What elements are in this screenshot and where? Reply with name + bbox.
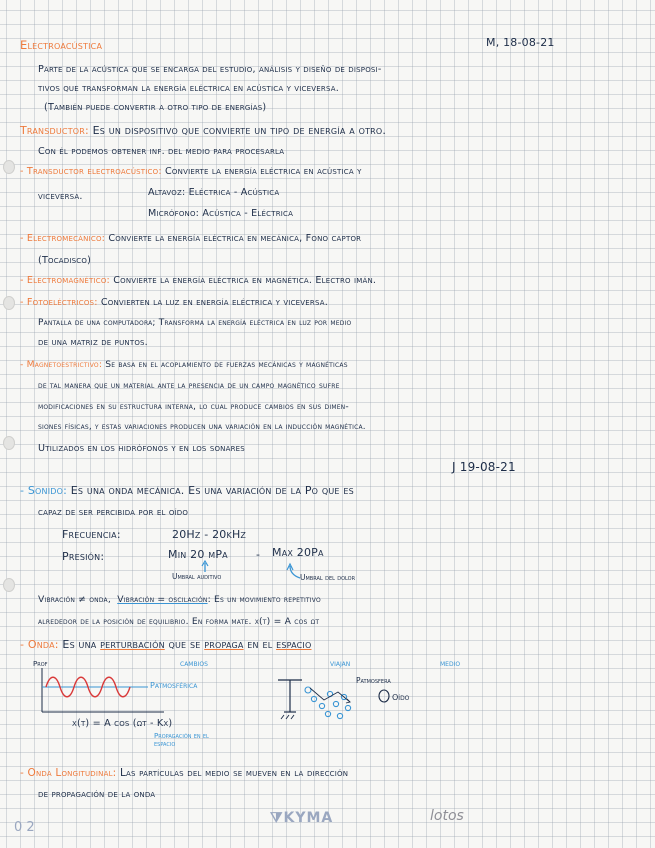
brand-logo: ⧩KYMA <box>270 810 334 826</box>
pressure-min: Min 20 µPa <box>168 548 228 561</box>
text-line: alrededor de la posición de equilibrio. En forma mate. x(t) = A cos ωt <box>38 616 320 627</box>
definition-text: Es un dispositivo que convierte un tipo de energía a otro. <box>88 124 387 137</box>
text-line: de una matriz de puntos. <box>38 337 148 348</box>
threshold-hearing: Umbral auditivo <box>172 572 222 581</box>
definition-line: - Onda: Es una perturbación que se propaga en el espacio <box>20 638 312 651</box>
pressure-wave-graph <box>36 660 186 720</box>
binder-hole <box>3 296 15 310</box>
date-header: J 19-08-21 <box>452 460 516 474</box>
text-line: (También puede convertir a otro tipo de energías) <box>44 102 267 113</box>
text-line: de propagación de la onda <box>38 789 156 800</box>
threshold-pain: Umbral del dolor <box>300 573 356 582</box>
definition-text: Convierte la energía eléctrica en acústica y <box>161 166 362 177</box>
word-espacio: espacio <box>276 638 312 651</box>
term-electromagnetico: - Electromagnético: <box>20 275 110 286</box>
binder-hole <box>3 578 15 592</box>
text-line: (Tocadisco) <box>38 255 92 266</box>
text-line: de tal manera que un material ante la presencia de un campo magnético sufre <box>38 380 340 391</box>
page-number: 0 2 <box>14 820 35 835</box>
definition-line <box>20 484 354 497</box>
note-cambios: cambios <box>180 659 208 668</box>
text-line: Micrófono: Acústica - Eléctrica <box>148 208 294 219</box>
term-sonido: - Sonido: <box>20 484 68 497</box>
page-title: Electroacústica <box>20 38 103 52</box>
note-propagation-space: Propagación en el espacio <box>154 732 209 748</box>
term-transductor: Transductor: <box>20 124 89 137</box>
definition-line <box>20 124 386 137</box>
definition-text: Convierte la energía eléctrica en mecánica, Fono captor <box>105 233 362 244</box>
definition-text: Las partículas del medio se mueven en la dirección <box>116 767 349 779</box>
term-onda: - Onda: <box>20 638 59 651</box>
word-propaga: propaga <box>204 638 244 651</box>
binder-hole <box>3 436 15 450</box>
definition-line <box>20 297 328 308</box>
vibration-oscillation: Vibración = oscilación <box>117 594 208 605</box>
term-electromecanico: - Electromecánico: <box>20 233 106 244</box>
text-line: capaz de ser percibida por el oído <box>38 507 189 518</box>
date-header: M, 18-08-21 <box>486 36 555 49</box>
term-onda-longitudinal: - Onda Longitudinal: <box>20 767 117 779</box>
definition-line <box>20 767 348 779</box>
pressure-max: Max 20Pa <box>272 546 324 559</box>
term-electroacustico: - Transductor electroacústico: <box>20 166 162 177</box>
note-medio: medio <box>440 659 461 668</box>
note-viajan: viajan <box>330 659 351 668</box>
text-line: Pantalla de una computadora; Transforma la energía eléctrica en luz por medio <box>38 318 352 328</box>
text-line: siones físicas, y estas variaciones producen una variación en la inducción magnética. <box>38 422 366 432</box>
word-perturbacion: perturbación <box>100 638 165 651</box>
vibration-line: Vibración ≠ onda, Vibración = oscilación: Es un movimiento repetitivo <box>38 594 321 605</box>
handwritten-note: lotos <box>430 808 464 824</box>
definition-line <box>20 359 348 370</box>
pressure-dash: - <box>256 548 261 561</box>
text-line: Utilizados en los hidrófonos y en los sonares <box>38 443 245 454</box>
term-fotoelectricos: - Fotoeléctricos: <box>20 297 98 308</box>
definition-line <box>20 166 362 177</box>
text-line: Con él podemos obtener inf. del medio para procesarla <box>38 146 285 157</box>
wave-equation: x(t) = A cos (ωt - Kx) <box>72 718 173 729</box>
frequency-value: 20Hz - 20kHz <box>172 528 247 541</box>
binder-hole <box>3 160 15 174</box>
label-patmosfera: Patmosfera <box>356 676 391 685</box>
term-magnetoestrictivo: - Magnetoestrictivo: <box>20 359 103 370</box>
definition-text: Convierten la luz en energía eléctrica y viceversa. <box>97 297 328 308</box>
label-patmosferica: Patmosférica <box>150 681 198 690</box>
definition-text: Convierte la energía eléctrica en magnética. Electro imán. <box>110 275 377 286</box>
label-oido: Oído <box>392 693 410 702</box>
definition-text: Es una onda mecánica. Es una variación de la Po que es <box>67 484 354 497</box>
text-line: tivos que transforman la energía eléctrica en acústica y viceversa. <box>38 83 339 94</box>
definition-line <box>20 275 376 286</box>
text-line: viceversa. <box>38 191 83 202</box>
pressure-label: Presión: <box>62 550 105 563</box>
text-line: Parte de la acústica que se encarga del estudio, análisis y diseño de disposi- <box>38 64 382 75</box>
text-line: modificaciones en su estructura interna, lo cual produce cambios en sus dimen- <box>38 401 349 412</box>
definition-line <box>20 233 361 244</box>
axis-label-prof: Prof <box>33 660 48 668</box>
frequency-label: Frecuencia: <box>62 528 121 541</box>
text-line: Altavoz: Eléctrica - Acústica <box>148 187 280 198</box>
definition-text: Se basa en el acoplamiento de fuerzas mecánicas y magnéticas <box>102 359 348 370</box>
